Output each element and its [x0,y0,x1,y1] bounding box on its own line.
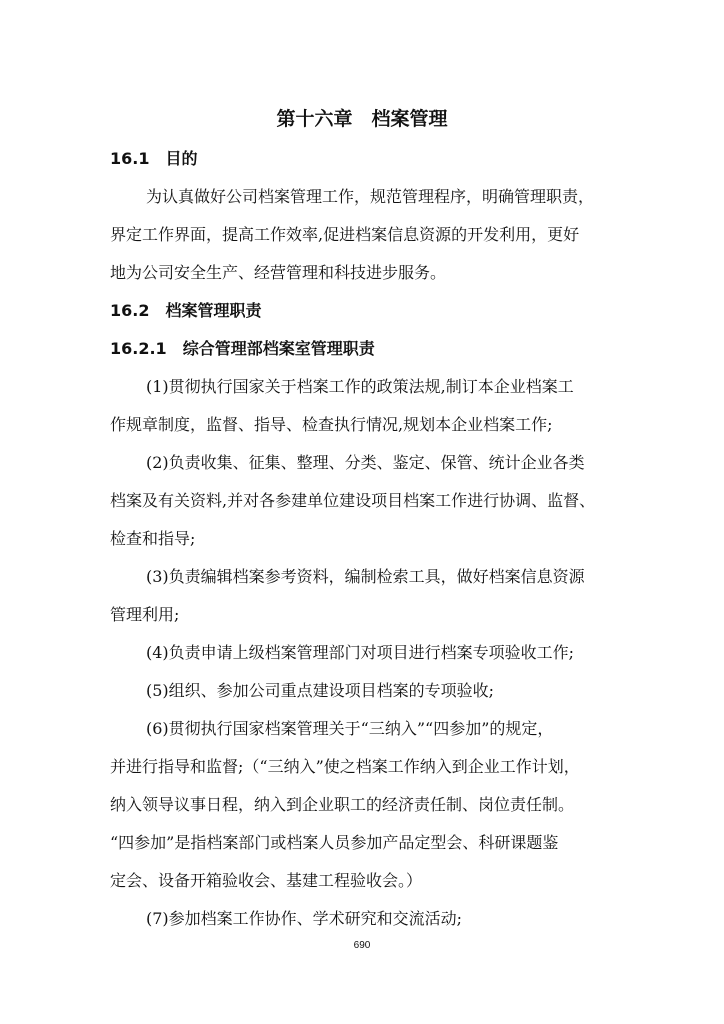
paragraph-line: (3)负责编辑档案参考资料，编制检索工具，做好档案信息资源 [146,567,585,586]
paragraph-line: 管理利用; [110,605,180,624]
section-heading-16-2: 16.2 档案管理职责 [110,301,262,320]
paragraph-line: (4)负责申请上级档案管理部门对项目进行档案专项验收工作; [146,643,575,662]
chapter-title: 第十六章 档案管理 [276,108,448,130]
paragraph-line: (5)组织、参加公司重点建设项目档案的专项验收; [146,681,495,700]
paragraph-line: (1)贯彻执行国家关于档案工作的政策法规,制订本企业档案工 [146,377,574,396]
section-heading-16-1: 16.1 目的 [110,149,198,168]
paragraph-line: 作规章制度，监督、指导、检查执行情况,规划本企业档案工作; [110,415,553,434]
paragraph-line: 界定工作界面，提高工作效率,促进档案信息资源的开发利用，更好 [110,225,580,244]
paragraph-line: 档案及有关资料,并对各参建单位建设项目档案工作进行协调、监督、 [110,491,596,510]
section-heading-16-2-1: 16.2.1 综合管理部档案室管理职责 [110,339,375,358]
page-number: 690 [353,940,371,951]
paragraph-line: (6)贯彻执行国家档案管理关于“三纳入”“四参加”的规定， [146,719,554,738]
paragraph-line: 地为公司安全生产、经营管理和科技进步服务。 [110,263,447,282]
paragraph-line: 为认真做好公司档案管理工作，规范管理程序，明确管理职责， [146,187,595,206]
paragraph-line: 并进行指导和监督;（“三纳入”使之档案工作纳入到企业工作计划， [110,757,580,776]
paragraph-line: 定会、设备开箱验收会、基建工程验收会。） [110,871,423,890]
paragraph-line: (2)负责收集、征集、整理、分类、鉴定、保管、统计企业各类 [146,453,585,472]
paragraph-line: 检查和指导; [110,529,196,548]
paragraph-line: 纳入领导议事日程，纳入到企业职工的经济责任制、岗位责任制。 [110,795,575,814]
paragraph-line: (7)参加档案工作协作、学术研究和交流活动; [146,909,463,928]
paragraph-line: “四参加”是指档案部门或档案人员参加产品定型会、科研课题鉴 [110,833,559,852]
